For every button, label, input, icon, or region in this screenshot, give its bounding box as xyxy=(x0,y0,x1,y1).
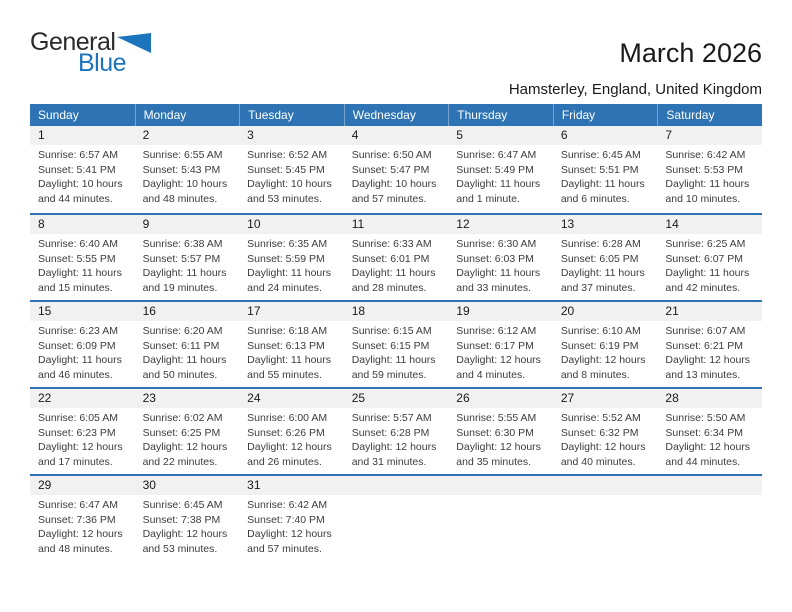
sunrise-text: Sunrise: 6:38 AM xyxy=(142,238,223,250)
daylight-text: Daylight: 12 hours and 44 minutes. xyxy=(665,441,751,468)
day-cell xyxy=(239,495,344,556)
calendar-weeks xyxy=(30,126,762,561)
day-cell xyxy=(135,321,240,382)
calendar-week-2 xyxy=(30,213,762,300)
sunset-text: Sunset: 6:11 PM xyxy=(142,339,220,352)
day-number: 14 xyxy=(665,217,679,231)
daylight-text: Daylight: 12 hours and 35 minutes. xyxy=(456,441,541,468)
day-number: 26 xyxy=(456,391,470,405)
weekday-header-sunday: Sunday xyxy=(38,108,79,122)
sunrise-text: Sunrise: 5:57 AM xyxy=(351,412,432,424)
day-number: 28 xyxy=(665,391,679,405)
weekday-header-thursday: Thursday xyxy=(448,104,553,126)
calendar-week-4 xyxy=(30,387,762,474)
daylight-text: Daylight: 12 hours and 8 minutes. xyxy=(560,354,646,381)
sunrise-text: Sunrise: 6:47 AM xyxy=(38,499,118,511)
daylight-text: Daylight: 12 hours and 22 minutes. xyxy=(142,441,228,468)
sunrise-text: Sunrise: 6:28 AM xyxy=(560,238,641,250)
logo-text-blue: Blue xyxy=(78,49,127,77)
daylight-text: Daylight: 11 hours and 15 minutes. xyxy=(38,267,122,294)
day-number: 25 xyxy=(351,391,366,405)
week-number-strip xyxy=(30,302,762,321)
daylight-text: Daylight: 12 hours and 4 minutes. xyxy=(456,354,541,381)
empty-day-cell xyxy=(344,495,449,556)
sunrise-text: Sunrise: 5:55 AM xyxy=(456,412,537,424)
daylight-text: Daylight: 10 hours and 48 minutes. xyxy=(142,178,228,205)
week-details-row xyxy=(30,321,762,382)
day-number: 10 xyxy=(247,217,261,231)
daylight-text: Daylight: 11 hours and 1 minute. xyxy=(456,178,541,205)
daylight-text: Daylight: 12 hours and 13 minutes. xyxy=(665,354,751,381)
sunset-text: Sunset: 6:26 PM xyxy=(247,426,325,439)
day-number: 8 xyxy=(38,217,45,231)
sunrise-text: Sunrise: 6:35 AM xyxy=(247,238,328,250)
sunrise-text: Sunrise: 6:55 AM xyxy=(142,149,223,161)
week-number-strip xyxy=(30,476,762,495)
daylight-text: Daylight: 12 hours and 31 minutes. xyxy=(351,441,437,468)
calendar xyxy=(30,104,762,561)
daylight-text: Daylight: 11 hours and 55 minutes. xyxy=(247,354,331,381)
day-cell xyxy=(30,408,135,469)
day-cell xyxy=(553,408,658,469)
day-number: 27 xyxy=(560,391,575,405)
day-cell xyxy=(344,408,449,469)
sunrise-text: Sunrise: 6:18 AM xyxy=(247,325,328,337)
sunset-text: Sunset: 6:19 PM xyxy=(560,339,639,352)
daylight-text: Daylight: 11 hours and 24 minutes. xyxy=(247,267,331,294)
day-cell xyxy=(553,321,658,382)
sunset-text: Sunset: 5:57 PM xyxy=(142,252,221,265)
daylight-text: Daylight: 12 hours and 53 minutes. xyxy=(142,528,228,555)
sunset-text: Sunset: 6:32 PM xyxy=(560,426,639,439)
sunset-text: Sunset: 5:49 PM xyxy=(456,163,534,176)
day-number: 31 xyxy=(247,478,261,492)
day-cell xyxy=(657,321,762,382)
sunset-text: Sunset: 5:53 PM xyxy=(665,163,744,176)
daylight-text: Daylight: 11 hours and 42 minutes. xyxy=(665,267,750,294)
page-header xyxy=(30,30,762,100)
day-cell xyxy=(30,234,135,295)
sunrise-text: Sunrise: 6:25 AM xyxy=(665,238,746,250)
sunrise-text: Sunrise: 6:00 AM xyxy=(247,412,328,424)
weekday-header-monday: Monday xyxy=(135,104,240,126)
daylight-text: Daylight: 12 hours and 40 minutes. xyxy=(560,441,646,468)
daylight-text: Daylight: 11 hours and 59 minutes. xyxy=(351,354,436,381)
daylight-text: Daylight: 12 hours and 26 minutes. xyxy=(247,441,332,468)
day-cell xyxy=(657,408,762,469)
weekday-header-saturday: Saturday xyxy=(657,104,762,126)
daylight-text: Daylight: 11 hours and 19 minutes. xyxy=(142,267,227,294)
calendar-week-3 xyxy=(30,300,762,387)
sunrise-text: Sunrise: 6:15 AM xyxy=(351,325,432,337)
sunrise-text: Sunrise: 5:52 AM xyxy=(560,412,641,424)
day-cell xyxy=(553,234,658,295)
day-cell xyxy=(135,495,240,556)
weekday-header-tuesday: Tuesday xyxy=(239,104,344,126)
empty-day-cell xyxy=(553,495,658,556)
day-cell xyxy=(448,145,553,206)
sunset-text: Sunset: 6:13 PM xyxy=(247,339,325,352)
sunset-text: Sunset: 6:03 PM xyxy=(456,252,534,265)
daylight-text: Daylight: 12 hours and 57 minutes. xyxy=(247,528,332,555)
general-blue-logo xyxy=(30,30,180,75)
day-number: 22 xyxy=(38,391,52,405)
daylight-text: Daylight: 11 hours and 28 minutes. xyxy=(351,267,436,294)
empty-day-number xyxy=(553,476,658,495)
sunset-text: Sunset: 5:43 PM xyxy=(142,163,221,176)
week-number-strip xyxy=(30,126,762,145)
sunrise-text: Sunrise: 6:23 AM xyxy=(38,325,118,337)
sunrise-text: Sunrise: 6:12 AM xyxy=(456,325,537,337)
day-number: 19 xyxy=(456,304,470,318)
sunset-text: Sunset: 6:05 PM xyxy=(560,252,639,265)
sunrise-text: Sunrise: 6:42 AM xyxy=(665,149,746,161)
sunset-text: Sunset: 6:09 PM xyxy=(38,339,116,352)
week-details-row xyxy=(30,408,762,469)
day-number: 20 xyxy=(560,304,575,318)
day-cell xyxy=(135,408,240,469)
page-title: March 2026 xyxy=(619,38,762,68)
day-cell xyxy=(448,321,553,382)
sunrise-text: Sunrise: 6:47 AM xyxy=(456,149,537,161)
week-number-strip xyxy=(30,215,762,234)
day-cell xyxy=(344,321,449,382)
logo-text-general: General xyxy=(30,28,116,56)
day-cell xyxy=(239,145,344,206)
sunset-text: Sunset: 6:25 PM xyxy=(142,426,221,439)
day-cell xyxy=(657,234,762,295)
day-number: 17 xyxy=(247,304,261,318)
weekday-header-wednesday: Wednesday xyxy=(344,104,449,126)
sunrise-text: Sunrise: 6:20 AM xyxy=(142,325,223,337)
day-number: 15 xyxy=(38,304,52,318)
daylight-text: Daylight: 10 hours and 53 minutes. xyxy=(247,178,332,205)
day-number: 7 xyxy=(665,128,673,142)
empty-day-cell xyxy=(448,495,553,556)
daylight-text: Daylight: 10 hours and 57 minutes. xyxy=(351,178,437,205)
sunset-text: Sunset: 6:01 PM xyxy=(351,252,430,265)
sunrise-text: Sunrise: 6:07 AM xyxy=(665,325,746,337)
daylight-text: Daylight: 12 hours and 17 minutes. xyxy=(38,441,123,468)
sunset-text: Sunset: 7:40 PM xyxy=(247,513,325,526)
empty-day-number xyxy=(448,476,553,495)
sunset-text: Sunset: 5:55 PM xyxy=(38,252,116,265)
sunrise-text: Sunrise: 6:05 AM xyxy=(38,412,118,424)
sunset-text: Sunset: 6:21 PM xyxy=(665,339,744,352)
day-cell xyxy=(448,408,553,469)
week-details-row xyxy=(30,234,762,295)
calendar-week-1 xyxy=(30,126,762,213)
sunrise-text: Sunrise: 6:33 AM xyxy=(351,238,432,250)
weekday-header-row xyxy=(30,104,762,126)
sunrise-text: Sunrise: 6:40 AM xyxy=(38,238,118,250)
daylight-text: Daylight: 11 hours and 46 minutes. xyxy=(38,354,122,381)
sunset-text: Sunset: 5:47 PM xyxy=(351,163,430,176)
sunset-text: Sunset: 5:51 PM xyxy=(560,163,639,176)
day-cell xyxy=(344,145,449,206)
week-number-strip xyxy=(30,389,762,408)
day-cell xyxy=(135,145,240,206)
daylight-text: Daylight: 12 hours and 48 minutes. xyxy=(38,528,123,555)
empty-day-cell xyxy=(657,495,762,556)
day-cell xyxy=(239,408,344,469)
calendar-week-5 xyxy=(30,474,762,561)
daylight-text: Daylight: 10 hours and 44 minutes. xyxy=(38,178,123,205)
day-number: 18 xyxy=(351,304,366,318)
day-cell xyxy=(30,495,135,556)
day-cell xyxy=(239,321,344,382)
weekday-header-friday: Friday xyxy=(553,104,658,126)
day-cell xyxy=(344,234,449,295)
sunset-text: Sunset: 6:07 PM xyxy=(665,252,744,265)
daylight-text: Daylight: 11 hours and 50 minutes. xyxy=(142,354,227,381)
title-block xyxy=(509,30,762,99)
day-number: 11 xyxy=(351,217,365,231)
sunset-text: Sunset: 5:45 PM xyxy=(247,163,325,176)
sunrise-text: Sunrise: 6:45 AM xyxy=(142,499,223,511)
day-cell xyxy=(30,145,135,206)
day-cell xyxy=(239,234,344,295)
day-number: 9 xyxy=(142,217,150,231)
day-number: 23 xyxy=(142,391,156,405)
day-number: 5 xyxy=(456,128,463,142)
sunrise-text: Sunrise: 6:30 AM xyxy=(456,238,537,250)
day-cell xyxy=(448,234,553,295)
day-number: 24 xyxy=(247,391,261,405)
week-details-row xyxy=(30,145,762,206)
sunrise-text: Sunrise: 6:42 AM xyxy=(247,499,328,511)
day-number: 12 xyxy=(456,217,470,231)
sunrise-text: Sunrise: 6:50 AM xyxy=(351,149,432,161)
sunset-text: Sunset: 6:28 PM xyxy=(351,426,430,439)
sunrise-text: Sunrise: 6:45 AM xyxy=(560,149,641,161)
day-cell xyxy=(135,234,240,295)
page-subtitle: Hamsterley, England, United Kingdom xyxy=(508,81,762,98)
sunset-text: Sunset: 5:41 PM xyxy=(38,163,116,176)
day-number: 4 xyxy=(351,128,359,142)
day-number: 13 xyxy=(560,217,575,231)
sunset-text: Sunset: 5:59 PM xyxy=(247,252,325,265)
sunrise-text: Sunrise: 6:57 AM xyxy=(38,149,118,161)
day-number: 6 xyxy=(560,128,568,142)
daylight-text: Daylight: 11 hours and 10 minutes. xyxy=(665,178,750,205)
sunset-text: Sunset: 7:38 PM xyxy=(142,513,221,526)
day-cell xyxy=(657,145,762,206)
daylight-text: Daylight: 11 hours and 37 minutes. xyxy=(560,267,645,294)
day-cell xyxy=(30,321,135,382)
empty-day-number xyxy=(344,476,449,495)
week-details-row xyxy=(30,495,762,556)
day-number: 1 xyxy=(38,128,45,142)
sunset-text: Sunset: 6:34 PM xyxy=(665,426,744,439)
day-number: 29 xyxy=(38,478,52,492)
sunrise-text: Sunrise: 6:52 AM xyxy=(247,149,328,161)
day-number: 3 xyxy=(247,128,254,142)
sunrise-text: Sunrise: 6:10 AM xyxy=(560,325,641,337)
sunset-text: Sunset: 7:36 PM xyxy=(38,513,116,526)
sunset-text: Sunset: 6:17 PM xyxy=(456,339,534,352)
day-number: 21 xyxy=(665,304,679,318)
sunrise-text: Sunrise: 6:02 AM xyxy=(142,412,223,424)
sunset-text: Sunset: 6:30 PM xyxy=(456,426,534,439)
empty-day-number xyxy=(657,476,762,495)
sunrise-text: Sunrise: 5:50 AM xyxy=(665,412,746,424)
daylight-text: Daylight: 11 hours and 6 minutes. xyxy=(560,178,645,205)
day-number: 30 xyxy=(142,478,156,492)
day-number: 16 xyxy=(142,304,156,318)
sunset-text: Sunset: 6:15 PM xyxy=(351,339,430,352)
day-cell xyxy=(553,145,658,206)
daylight-text: Daylight: 11 hours and 33 minutes. xyxy=(456,267,541,294)
day-number: 2 xyxy=(142,128,150,142)
sunset-text: Sunset: 6:23 PM xyxy=(38,426,116,439)
